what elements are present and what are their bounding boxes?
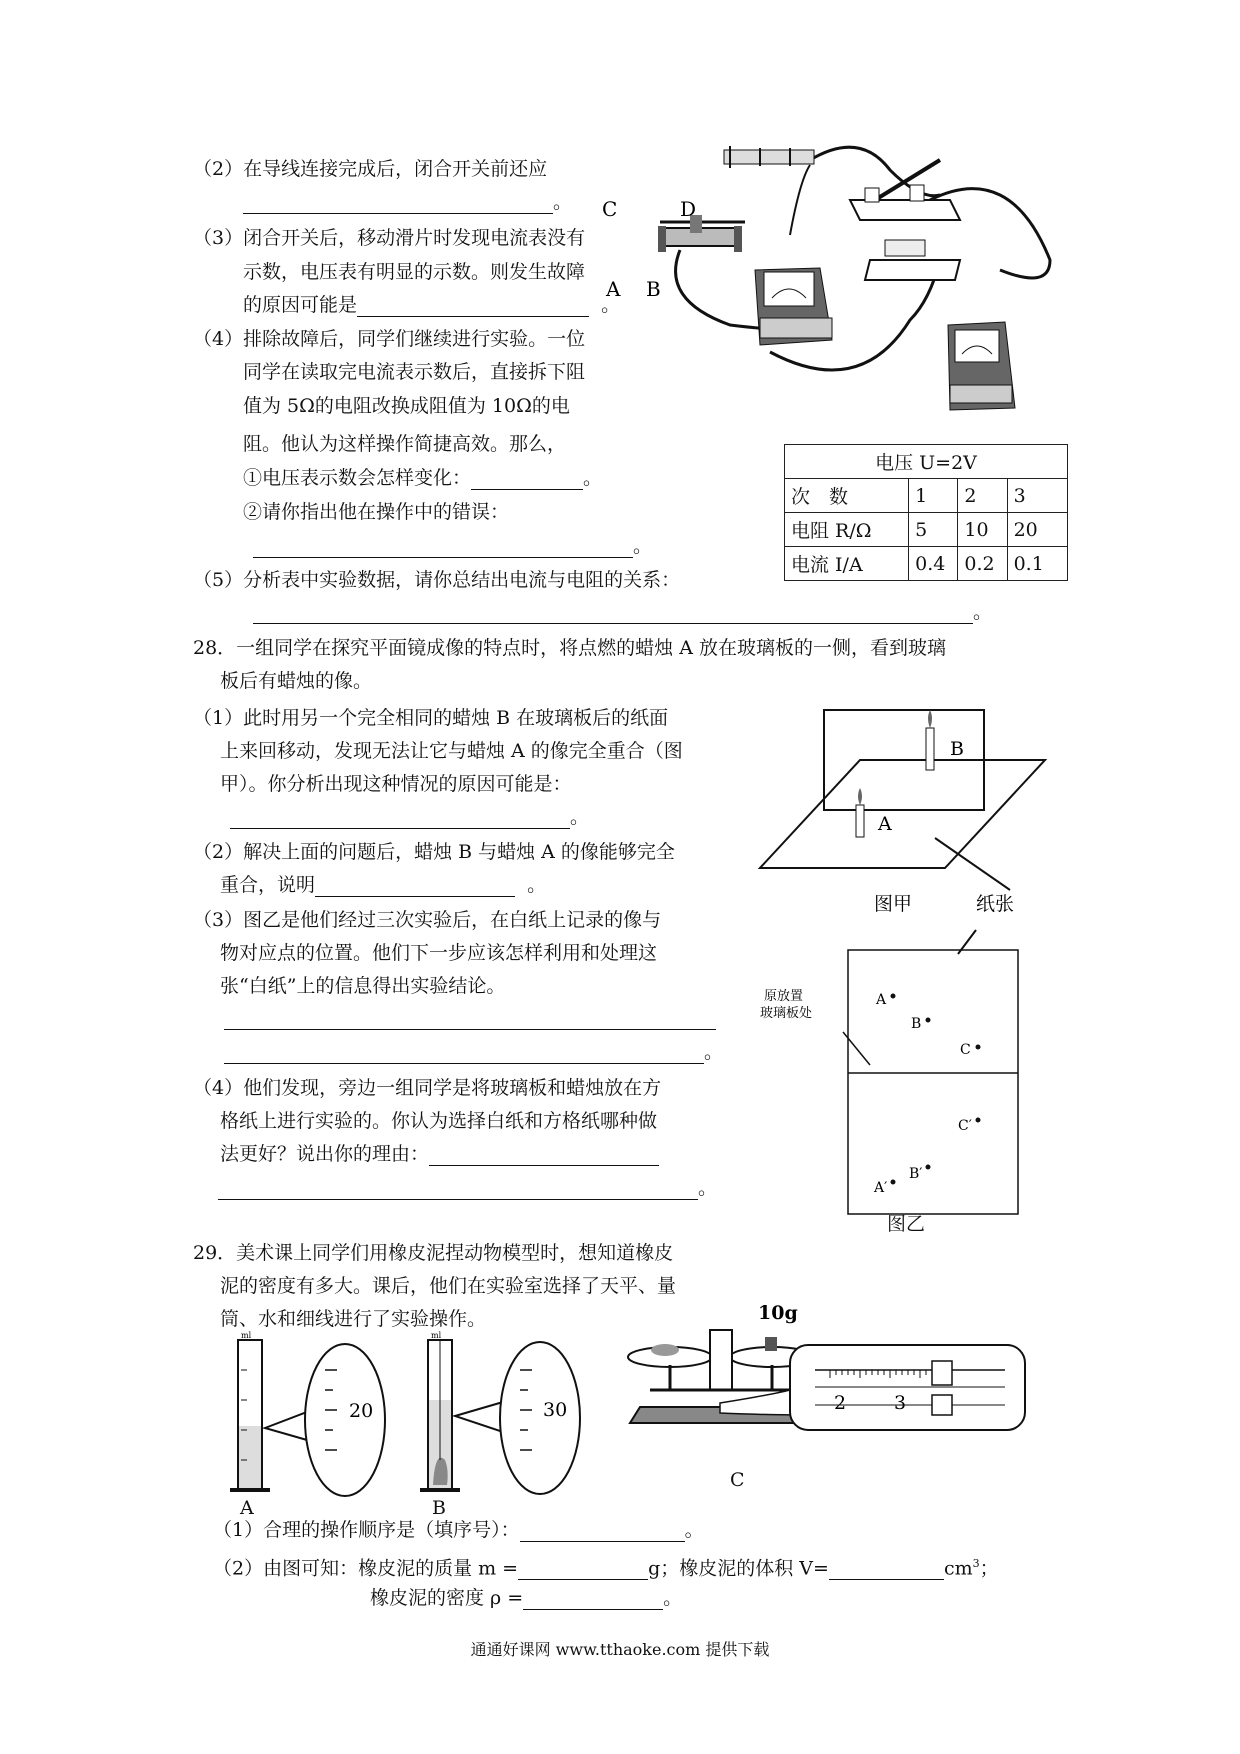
answer-blank[interactable] <box>518 1559 648 1580</box>
q28-p4-line1: （4）他们发现，旁边一组同学是将玻璃板和蜡烛放在方 <box>193 1077 662 1099</box>
q27-p4-line4: 阻。他认为这样操作简捷高效。那么， <box>243 433 567 455</box>
rheostat-icon <box>658 215 745 252</box>
cylinder-figure-b <box>415 1330 595 1510</box>
answer-blank[interactable] <box>315 876 515 897</box>
reading-b: 30 <box>543 1399 568 1421</box>
q27-p4-answer-line <box>253 534 652 558</box>
table-cell: 5 <box>909 513 958 547</box>
unit-b: ml <box>431 1331 442 1340</box>
period: 。 <box>633 535 653 557</box>
weight-icon <box>765 1337 777 1351</box>
point-c <box>976 1045 981 1050</box>
q27-p4-line1: （4）排除故障后，同学们继续进行实验。一位 <box>193 328 586 350</box>
q27-p2-answer-line <box>243 190 572 214</box>
answer-blank[interactable] <box>224 1043 704 1064</box>
period: 。 <box>583 467 603 489</box>
q27-p2-line1: （2）在导线连接完成后，闭合开关前还应 <box>193 158 548 180</box>
page-footer: 通通好课网 www.tthaoke.com 提供下载 <box>470 1640 770 1659</box>
fig-c-label: C <box>730 1469 745 1491</box>
q27-p4-q2: ②请你指出他在操作中的错误： <box>243 501 510 523</box>
answer-blank[interactable] <box>429 1145 659 1166</box>
q28-p4-line2: 格纸上进行实验的。你认为选择白纸和方格纸哪种做 <box>220 1110 658 1132</box>
fig-a-label: A <box>240 1497 254 1519</box>
point-a-prime-label: A′ <box>874 1180 888 1196</box>
answer-blank[interactable] <box>224 1009 716 1030</box>
semicolon: ； <box>979 1557 999 1580</box>
q27-p4-q1-text: ①电压表示数会怎样变化： <box>243 467 472 489</box>
candle-a-label: A <box>878 813 892 835</box>
period: 。 <box>601 294 621 316</box>
period: 。 <box>663 1587 683 1609</box>
q27-p3-line1: （3）闭合开关后，移动滑片时发现电流表没有 <box>193 227 586 249</box>
cylinder-figure-a <box>225 1330 395 1510</box>
candle-a-icon <box>856 805 864 837</box>
answer-blank[interactable] <box>230 808 570 829</box>
q29-p1-text: （1）合理的操作顺序是（填序号）： <box>213 1519 520 1541</box>
period: 。 <box>684 1519 704 1541</box>
q27-p4-line2: 同学在读取完电流表示数后，直接拆下阻 <box>243 361 586 383</box>
period: 。 <box>704 1041 724 1063</box>
fig-b-label: B <box>432 1497 446 1519</box>
unit-exponent: 3 <box>972 1557 980 1570</box>
q28-p1-line3: 甲）。你分析出现这种情况的原因可能是： <box>220 773 572 795</box>
candle-b-icon <box>926 728 934 770</box>
resistor-icon <box>865 240 960 280</box>
q27-p5-line1: （5）分析表中实验数据，请你总结出电流与电阻的关系： <box>193 569 681 591</box>
point-b-prime-label: B′ <box>909 1166 923 1182</box>
rheostat-label-d: D <box>680 197 697 221</box>
zoom-circle-b <box>500 1342 580 1494</box>
table-row <box>785 513 1068 547</box>
point-a <box>891 994 896 999</box>
pointer-line <box>935 838 1010 890</box>
table-header-row <box>785 445 1068 479</box>
q28-p3-line2: 物对应点的位置。他们下一步应该怎样利用和处理这 <box>220 942 658 964</box>
point-b <box>926 1018 931 1023</box>
unit-cm: cm <box>943 1557 973 1580</box>
table-row <box>785 479 1068 513</box>
paper-plane <box>760 760 1045 868</box>
q27-p3-line2: 示数，电压表有明显的示数。则发生故障 <box>243 261 586 283</box>
q28-p4-line3 <box>220 1142 659 1166</box>
table-cell: 3 <box>1007 479 1067 513</box>
q29-p2-mass-text: （2）由图可知：橡皮泥的质量 m = <box>213 1557 519 1580</box>
answer-blank[interactable] <box>829 1559 944 1580</box>
q28-p3-line1: （3）图乙是他们经过三次实验后，在白纸上记录的像与 <box>193 909 662 931</box>
period: 。 <box>698 1177 718 1199</box>
point-b-label: B <box>911 1016 922 1032</box>
q27-p4-line3: 值为 5Ω的电阻改换成阻值为 10Ω的电 <box>243 395 570 417</box>
table-cell: 电流 I/A <box>785 547 909 581</box>
table-cell: 10 <box>958 513 1007 547</box>
table-cell: 0.4 <box>909 547 958 581</box>
fig-yi-caption: 图乙 <box>887 1213 926 1235</box>
rheostat-label-b: B <box>646 277 661 301</box>
fig-jia-caption: 图甲 <box>874 893 913 915</box>
voltmeter-icon <box>948 322 1015 410</box>
rheostat-label-c: C <box>602 197 618 221</box>
answer-blank[interactable] <box>218 1179 698 1200</box>
ammeter-icon <box>755 268 832 345</box>
battery-icon <box>724 146 814 168</box>
q29-p2-density-text: 橡皮泥的密度 ρ = <box>370 1587 524 1609</box>
glass-note-line1: 原放置 <box>764 989 804 1004</box>
q29-p2-line2 <box>370 1586 682 1610</box>
unit-a: ml <box>241 1331 252 1340</box>
q28-p1-line1: （1）此时用另一个完全相同的蜡烛 B 在玻璃板后的纸面 <box>193 707 669 729</box>
scale-tick-3: 3 <box>894 1392 907 1414</box>
answer-blank[interactable] <box>523 1589 663 1610</box>
table-cell: 0.1 <box>1007 547 1067 581</box>
table-cell: 次 数 <box>785 479 909 513</box>
balance-figure-c <box>620 1295 1030 1465</box>
table-header-cell: 电压 U=2V <box>785 445 1068 479</box>
q28-p2-line1: （2）解决上面的问题后，蜡烛 B 与蜡烛 A 的像能够完全 <box>193 841 675 863</box>
q29-stem-line2: 泥的密度有多大。课后，他们在实验室选择了天平、量 <box>220 1275 677 1297</box>
answer-blank[interactable] <box>520 1521 685 1542</box>
rider-marker <box>932 1361 952 1385</box>
q28-p4-answer-line <box>218 1176 717 1200</box>
table-cell: 1 <box>909 479 958 513</box>
circuit-figure <box>602 140 1060 420</box>
point-a-label: A <box>876 992 887 1008</box>
paper-label: 纸张 <box>976 893 1015 915</box>
table-cell: 2 <box>958 479 1007 513</box>
reading-a: 20 <box>349 1400 374 1422</box>
rheostat-label-a: A <box>606 277 621 301</box>
white-paper <box>848 950 1018 1214</box>
q28-p1-line2: 上来回移动，发现无法让它与蜡烛 A 的像完全重合（图 <box>220 740 683 762</box>
point-a-prime <box>891 1180 896 1185</box>
table-cell: 电阻 R/Ω <box>785 513 909 547</box>
q28-p4-text: 法更好？说出你的理由： <box>220 1143 430 1165</box>
glass-note-line2: 玻璃板处 <box>760 1006 813 1021</box>
point-c-prime-label: C′ <box>958 1118 972 1134</box>
scale-tick-2: 2 <box>834 1392 847 1414</box>
answer-blank[interactable] <box>243 193 553 214</box>
q29-p2-volume-text: g；橡皮泥的体积 V= <box>648 1557 829 1580</box>
q28-p3-answer-line2 <box>224 1040 723 1064</box>
answer-blank[interactable] <box>471 469 583 490</box>
switch-icon <box>850 160 960 220</box>
q27-p4-q1 <box>243 466 602 490</box>
q28-stem-line1: 28．一组同学在探究平面镜成像的特点时，将点燃的蜡烛 A 放在玻璃板的一侧，看到玻璃 <box>193 637 946 659</box>
q27-p5-answer-line <box>253 600 992 624</box>
q28-p3-answer-line1 <box>224 1006 716 1030</box>
q29-p2 <box>213 1552 999 1580</box>
table-cell: 0.2 <box>958 547 1007 581</box>
point-b-prime <box>926 1165 931 1170</box>
answer-blank[interactable] <box>253 537 633 558</box>
q28-p2-text: 重合，说明 <box>220 874 316 896</box>
q27-p3-text: 的原因可能是 <box>243 294 358 316</box>
table-cell: 20 <box>1007 513 1067 547</box>
period: 。 <box>570 806 590 828</box>
q27-p3-line3 <box>243 293 620 317</box>
period: 。 <box>553 191 573 213</box>
q28-p1-answer-line <box>230 805 589 829</box>
point-c-label: C <box>960 1042 971 1058</box>
weight-label: 10g <box>758 1302 798 1324</box>
q29-stem-line1: 29．美术课上同学们用橡皮泥捏动物模型时，想知道橡皮 <box>193 1242 674 1264</box>
answer-blank[interactable] <box>253 603 973 624</box>
mirror-figure-jia <box>760 700 1060 940</box>
point-c-prime <box>976 1118 981 1123</box>
q28-p2-line2 <box>220 873 546 897</box>
mirror-figure-yi <box>748 930 1048 1230</box>
q29-stem-line3: 筒、水和细线进行了实验操作。 <box>220 1308 487 1330</box>
q28-p3-line3: 张“白纸”上的信息得出实验结论。 <box>220 975 506 997</box>
period: 。 <box>527 874 547 896</box>
candle-b-label: B <box>950 738 964 760</box>
data-table <box>784 444 1068 581</box>
table-row <box>785 547 1068 581</box>
answer-blank[interactable] <box>357 296 589 317</box>
q29-p1 <box>213 1518 704 1542</box>
q28-stem-line2: 板后有蜡烛的像。 <box>220 670 373 692</box>
period: 。 <box>973 601 993 623</box>
